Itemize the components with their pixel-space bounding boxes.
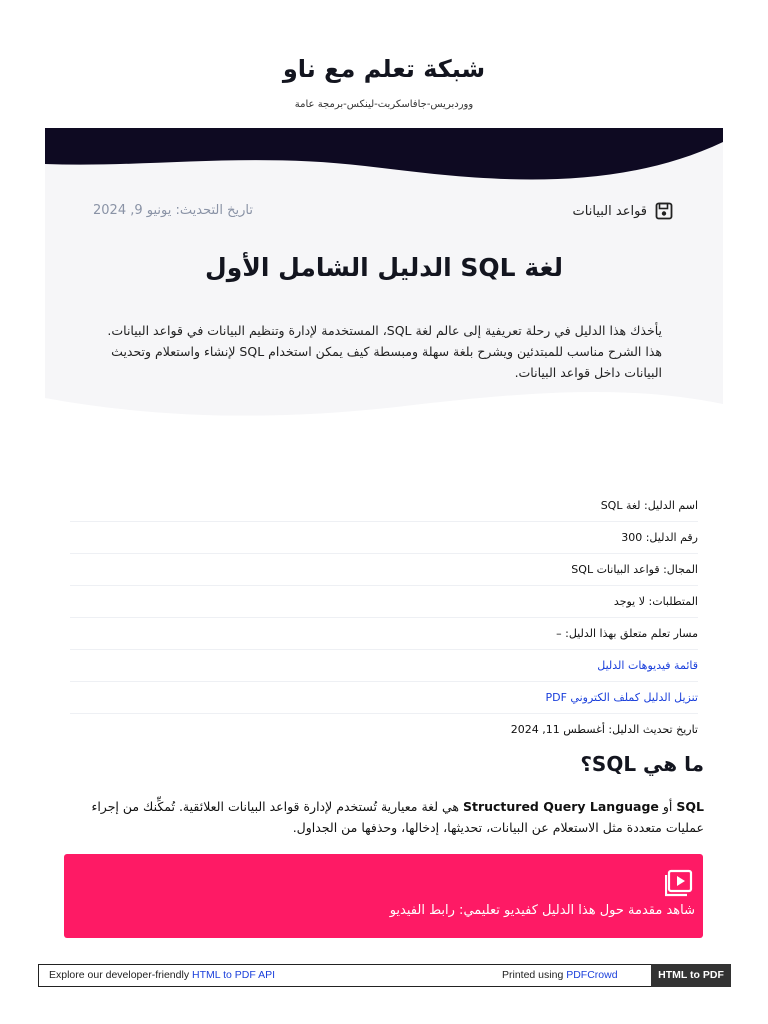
meta-path: مسار تعلم متعلق بهذا الدليل: – bbox=[70, 618, 698, 650]
pdfcrowd-link[interactable]: PDFCrowd bbox=[566, 969, 618, 981]
pdfcrowd-footer bbox=[38, 964, 731, 987]
guide-meta-list bbox=[70, 490, 698, 745]
bottom-wave-decoration bbox=[45, 384, 723, 420]
meta-field: المجال: قواعد البيانات SQL bbox=[70, 554, 698, 586]
meta-requirements: المتطلبات: لا يوجد bbox=[70, 586, 698, 618]
updated-date: تاريخ التحديث: يونيو 9, 2024 bbox=[93, 203, 253, 218]
meta-videos-row bbox=[70, 650, 698, 682]
term-sql: SQL bbox=[676, 799, 704, 814]
footer-mid-text: Printed using bbox=[502, 969, 567, 981]
top-wave-decoration bbox=[45, 128, 723, 188]
section-body-text: هي لغة معيارية تُستخدم لإدارة قواعد البيانات العلائقية. تُمكِّنك من إجراء عمليات متعددة مثل الاستعلام عن البيانات، تحديثها، إدخالها، وحذفها من الجداول. bbox=[91, 799, 704, 835]
category-link[interactable] bbox=[573, 202, 673, 220]
footer-left-text: Explore our developer-friendly bbox=[49, 969, 192, 981]
footer-left bbox=[49, 969, 275, 981]
site-title[interactable]: شبكة تعلم مع ناو bbox=[282, 55, 486, 83]
site-tagline: ووردبريس-جافاسكربت-لينكس-برمجة عامة bbox=[294, 99, 474, 110]
html-to-pdf-button[interactable]: HTML to PDF bbox=[651, 964, 731, 987]
floppy-disk-icon bbox=[655, 202, 673, 220]
page-title: لغة SQL الدليل الشامل الأول bbox=[205, 253, 563, 282]
term-full: Structured Query Language bbox=[462, 799, 659, 814]
video-callout bbox=[64, 854, 703, 938]
category-label[interactable]: قواعد البيانات bbox=[572, 203, 647, 219]
html-to-pdf-api-link[interactable]: HTML to PDF API bbox=[192, 969, 276, 981]
footer-mid bbox=[502, 969, 618, 981]
meta-pdf-row bbox=[70, 682, 698, 714]
term-connector: أو bbox=[658, 799, 677, 814]
video-play-icon bbox=[665, 869, 693, 897]
video-link[interactable]: شاهد مقدمة حول هذا الدليل كفيديو تعليمي: رابط الفيديو bbox=[389, 903, 695, 918]
meta-name: اسم الدليل: لغة SQL bbox=[70, 490, 698, 522]
meta-last-update: تاريخ تحديث الدليل: أغسطس 11, 2024 bbox=[510, 723, 698, 736]
section-body bbox=[64, 796, 704, 838]
videos-link[interactable]: قائمة فيديوهات الدليل bbox=[597, 659, 698, 672]
pdf-download-link[interactable]: تنزيل الدليل كملف الكتروني PDF bbox=[545, 691, 698, 704]
page-description: يأخذك هذا الدليل في رحلة تعريفية إلى عالم لغة SQL، المستخدمة لإدارة وتنظيم البيانات في قواعد البيانات. هذا الشرح مناسب للمبتدئين ويشرح بلغة سهلة ومبسطة كيف يمكن استخدام SQL لإنشاء واستعلام وتحديث البيانات داخل قواعد البيانات. bbox=[107, 323, 662, 380]
meta-number: رقم الدليل: 300 bbox=[70, 522, 698, 554]
hero-section bbox=[45, 128, 723, 420]
section-heading: ما هي SQL؟ bbox=[580, 752, 704, 776]
